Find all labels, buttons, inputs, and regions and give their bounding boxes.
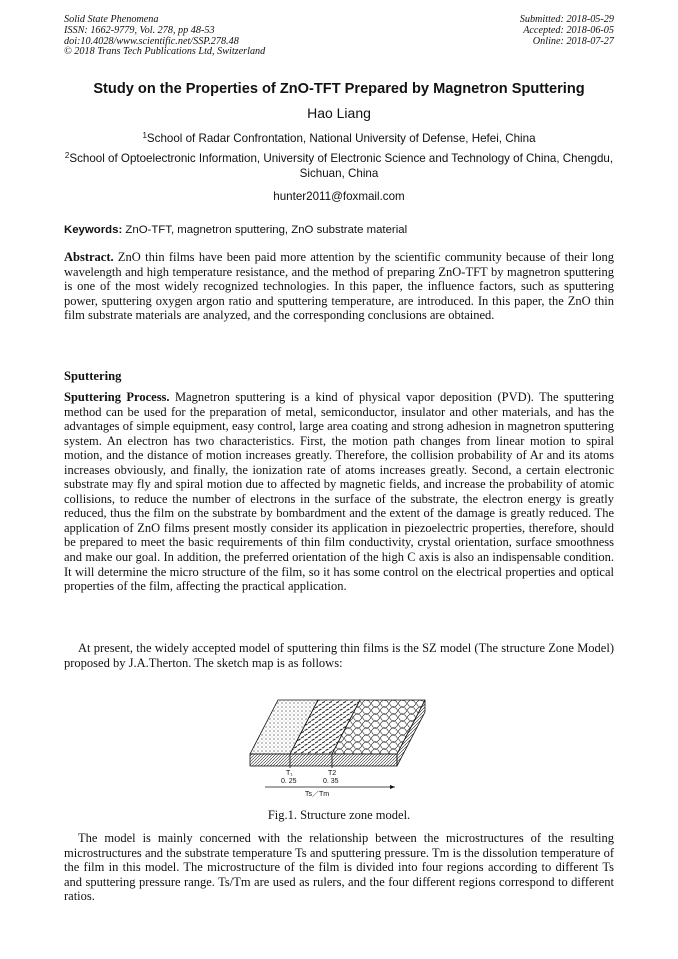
abstract-text: ZnO thin films have been paid more attention by the scientific community because of their long wavelength and high temperature resistance, and the method of preparing ZnO-TFT by magnetron sputtering is one of the most widely recognized technologies. In this paper, the influence factors, such as sputtering power, sputtering oxygen argon ratio and sputtering temperature, are introduced. In this paper, the ZnO thin film substrate materials are analyzed, and the corresponding conclusions are obtained. xyxy=(64,250,614,323)
section-heading: Sputtering xyxy=(64,369,122,383)
axis-arrowhead xyxy=(390,785,395,789)
t2-value: 0. 35 xyxy=(323,778,339,785)
journal-info xyxy=(64,15,265,58)
online-date: Online: 2018-07-27 xyxy=(532,35,614,47)
copyright: © 2018 Trans Tech Publications Ltd, Switzerland xyxy=(64,46,266,58)
affiliation-1-text: School of Radar Confrontation, National University of Defense, Hefei, China xyxy=(146,132,536,145)
abstract xyxy=(64,250,614,323)
sputtering-process-paragraph xyxy=(64,390,614,594)
author-name: Hao Liang xyxy=(307,105,371,121)
model-paragraph: The model is mainly concerned with the relationship between the microstructures of the resulting microstructures and the substrate temperature Ts and sputtering pressure. Tm is the dissolution temperature of the film in this model. The microstructure of the film is divided into four regions according to different Ts and sputtering pressure range. Ts/Tm are used as rulers, and the four different regions correspond to different ratios. xyxy=(64,831,614,904)
doi[interactable]: doi:10.4028/www.scientific.net/SSP.278.48 xyxy=(64,35,239,47)
issn: ISSN: 1662-9779, Vol. 278, pp 48-53 xyxy=(64,24,215,36)
t2-label: T2 xyxy=(328,770,337,777)
figure-caption: Fig.1. Structure zone model. xyxy=(267,808,411,822)
author-email[interactable]: hunter2011@foxmail.com xyxy=(273,190,405,203)
affiliation-1 xyxy=(60,131,618,146)
structure-zone-figure xyxy=(245,686,435,798)
accepted-date: Accepted: 2018-06-05 xyxy=(523,24,614,36)
front-face xyxy=(250,754,397,766)
journal-name: Solid State Phenomena xyxy=(64,14,159,25)
t1-value: 0. 25 xyxy=(281,778,297,785)
submitted-date: Submitted: 2018-05-29 xyxy=(519,14,614,25)
paper-title: Study on the Properties of ZnO-TFT Prepared by Magnetron Sputtering xyxy=(93,81,585,97)
axis-label: Ts／Tm xyxy=(305,791,330,798)
affiliation-2 xyxy=(60,151,618,181)
dates-info xyxy=(520,15,614,47)
sputtering-process-text: Magnetron sputtering is a kind of physical vapor deposition (PVD). The sputtering method can be used for the preparation of metal, semiconductor, insulator and other materials, and has the advantages of simple equipment, easy control, large area coating and strong adhesion in magnetron sputtering system. An electron has two characteristics. First, the motion path changes from linear motion to spiral motion, and the distance of motion increases greatly. Therefore, the collision probability of Ar and its atoms increases obviously, and finally, the ionization rate of atoms increases greatly. Second, a certain electronic substrate may fly and spiral motion due to affected by magnetic fields, and increase the probability of atomic collisions, to reduce the number of electrons in the surface of the substrate, the electron energy is greatly reduced, thus the film on the substrate by bombardment and the extent of the damage is greatly reduced. The application of ZnO films present mostly consider its application in piezoelectric properties, therefore, should be prepared to meet the basic requirements of thin film conductivity, crystal orientation, surface smoothness and make our goal. In addition, the preferred orientation of the high C axis is also an indispensable condition. It will determine the micro structure of the film, so it has some control on the electrical properties and optical properties of the film, affecting the practical application. xyxy=(64,390,614,594)
affiliation-2-number: 2 xyxy=(64,151,70,160)
keywords-label: Keywords: xyxy=(64,224,123,236)
sputtering-process-label: Sputtering Process. xyxy=(64,390,170,404)
keywords xyxy=(64,224,407,236)
present-paragraph: At present, the widely accepted model of sputtering thin films is the SZ model (The structure Zone Model) proposed by J.A.Therton. The sketch map is as follows: xyxy=(64,641,614,670)
affiliation-2-text: School of Optoelectronic Information, University of Electronic Science and Technology of China, Chengdu, Sichuan, China xyxy=(69,152,614,180)
abstract-label: Abstract. xyxy=(64,250,114,264)
keywords-text: ZnO-TFT, magnetron sputtering, ZnO substrate material xyxy=(122,224,408,236)
affiliation-1-number: 1 xyxy=(142,131,147,140)
t1-label: T₁ xyxy=(286,770,293,777)
